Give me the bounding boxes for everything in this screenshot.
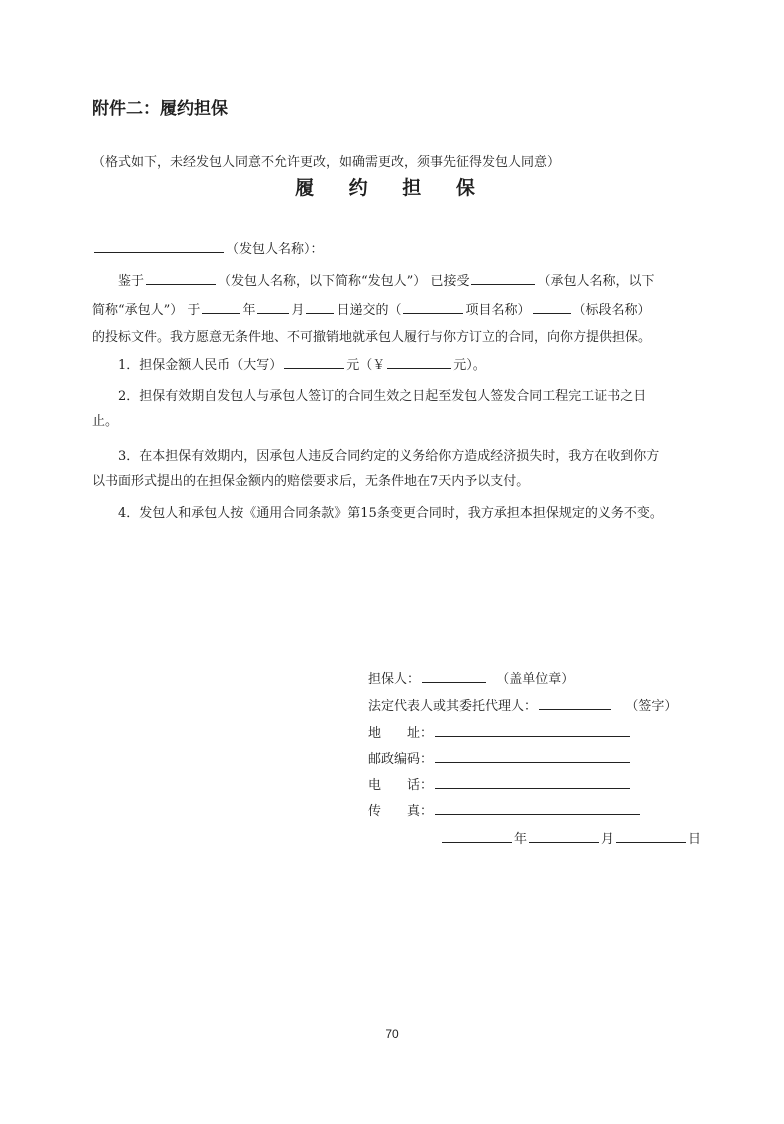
blank-field <box>146 271 216 285</box>
document-title: 履 约 担 保 <box>295 177 489 199</box>
addressee-line <box>92 238 324 257</box>
blank-field <box>435 749 630 763</box>
text: （发包人名称，以下简称“发包人”） 已接受 <box>218 274 470 289</box>
blank-field <box>94 239 224 253</box>
blank-field <box>529 829 599 843</box>
blank-field <box>539 696 611 710</box>
item4-line: 4．发包人和承包人按《通用合同条款》第15条变更合同时，我方承担本担保规定的义务不变。 <box>118 506 663 521</box>
blank-field <box>422 669 486 683</box>
blank-field <box>387 355 451 369</box>
text: 元（￥ <box>346 358 386 373</box>
item3-line1: 3．在本担保有效期内，因承包人违反合同约定的义务给你方造成经济损失时，我方在收到你方 <box>118 449 660 464</box>
item1-line <box>118 354 486 373</box>
attachment-heading: 附件二：履约担保 <box>92 99 228 119</box>
item3-line2: 以书面形式提出的在担保金额内的赔偿要求后，无条件地在7天内予以支付。 <box>92 474 530 489</box>
para1-line1 <box>118 270 654 289</box>
para1-line2 <box>92 299 651 318</box>
text: （标段名称） <box>572 303 651 318</box>
text: 元）。 <box>453 358 486 373</box>
text: 地 址： <box>368 726 434 741</box>
phone-line <box>368 774 632 793</box>
item2-line2: 止。 <box>92 414 119 429</box>
format-note: （格式如下，未经发包人同意不允许更改，如确需更改，须事先征得发包人同意） <box>92 155 561 170</box>
legal-rep-line <box>368 695 677 714</box>
text: 鉴于 <box>118 274 145 289</box>
text: 简称“承包人”） 于 <box>92 303 201 318</box>
address-line <box>368 722 632 741</box>
item2-line1: 2．担保有效期自发包人与承包人签订的合同生效之日起至发包人签发合同工程完工证书之日 <box>118 389 647 404</box>
text: （盖单位章） <box>496 672 575 687</box>
text: 担保人： <box>368 672 421 687</box>
blank-field <box>284 355 344 369</box>
text: 法定代表人或其委托代理人： <box>368 699 538 714</box>
text: 传 真： <box>368 804 434 819</box>
blank-field <box>435 801 640 815</box>
para1-line3: 的投标文件。我方愿意无条件地、不可撤销地就承包人履行与你方订立的合同，向你方提供担保。 <box>92 330 652 345</box>
page-number: 70 <box>385 1027 399 1041</box>
text: 1．担保金额人民币（大写） <box>118 358 283 373</box>
blank-field <box>442 829 512 843</box>
blank-field <box>471 271 535 285</box>
text: 邮政编码： <box>368 752 434 767</box>
text: 日递交的（ <box>336 303 402 318</box>
blank-field <box>306 300 334 314</box>
blank-field <box>202 300 240 314</box>
addressee-label: （发包人名称）： <box>226 242 324 257</box>
blank-field <box>616 829 686 843</box>
blank-field <box>403 300 463 314</box>
text: （承包人名称，以下 <box>537 274 655 289</box>
guarantor-line <box>368 668 574 687</box>
blank-field <box>435 723 630 737</box>
blank-field <box>533 300 571 314</box>
blank-field <box>435 775 630 789</box>
text: 月 <box>601 832 615 847</box>
date-line <box>440 828 701 847</box>
text: 年 <box>514 832 528 847</box>
blank-field <box>257 300 289 314</box>
text: 项目名称） <box>465 303 531 318</box>
text: 电 话： <box>368 778 434 793</box>
text: 日 <box>688 832 702 847</box>
text: 年 <box>242 303 256 318</box>
fax-line <box>368 800 642 819</box>
text: （签字） <box>625 699 678 714</box>
text: 月 <box>291 303 305 318</box>
postcode-line <box>368 748 632 767</box>
